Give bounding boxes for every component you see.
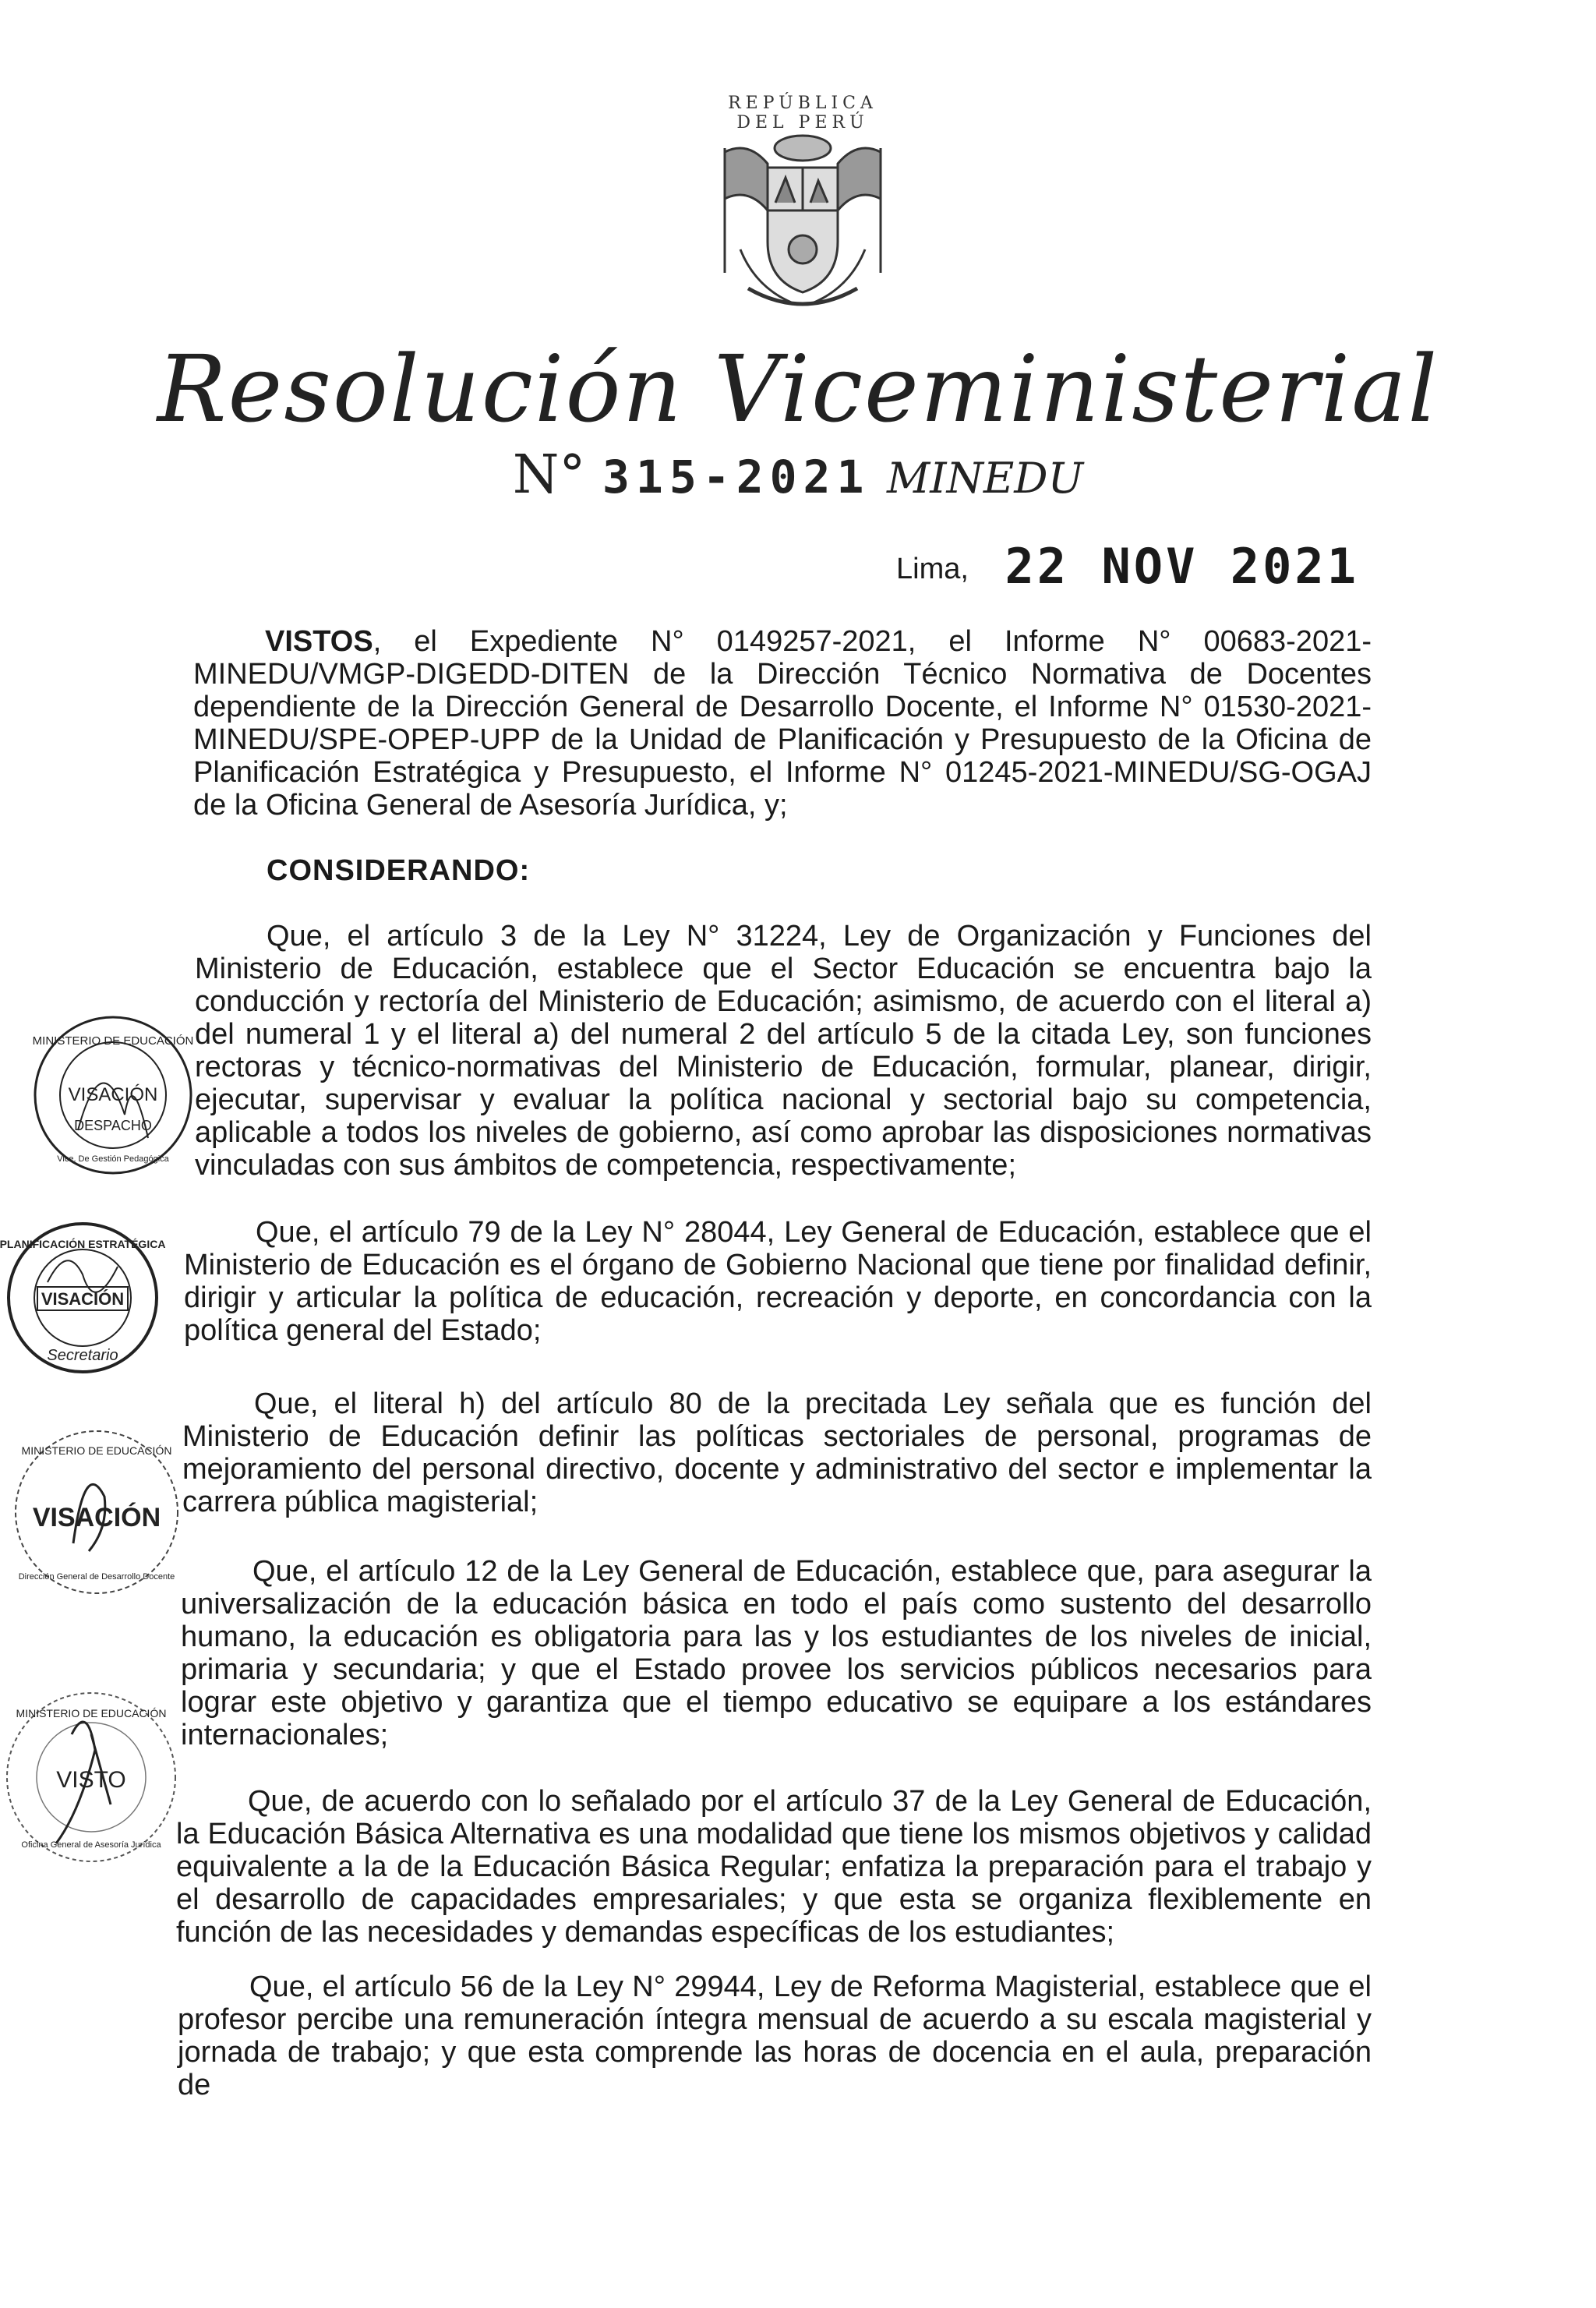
date-line (896, 538, 1379, 595)
coat-of-arms-icon (694, 94, 912, 327)
place-label: Lima, (896, 553, 969, 585)
paragraph-text: Que, el artículo 3 de la Ley N° 31224, Ley de Organización y Funciones del Ministerio de Educación, establece que el Sector Educación se encuentra bajo la conducción y rectoría del Ministerio de Educación; asimismo, de acuerdo con el literal a) del numeral 1 y el literal a) del numeral 2 del artículo 5 de la citada Ley, son funciones rectoras y técnico-normativas del Ministerio de Educación, formular, planear, dirigir, ejecutar, supervisar y evaluar la política nacional y sectorial bajo su competencia, aplicable a todos los niveles de gobierno, así como aprobar las disposiciones normativas vinculadas con sus ámbitos de competencia, respectivamente; (195, 920, 1372, 1182)
paragraph (195, 920, 1372, 1182)
paragraph-text: Que, de acuerdo con lo señalado por el artículo 37 de la Ley General de Educación, la Educación Básica Alternativa es una modalidad que tiene los mismos objetivos y calidad equivalente a la de la Educación Básica Regular; enfatiza la preparación para el trabajo y el desarrollo de capacidades empresariales; y que esta se organiza flexiblemente en función de las necesidades y demandas específicas de los estudiantes; (176, 1785, 1372, 1949)
considerando-heading: CONSIDERANDO: (267, 854, 531, 887)
stamp-outer-text: MINISTERIO DE EDUCACIÓN (16, 1707, 167, 1720)
stamp-center-text: VISTO (56, 1767, 126, 1793)
stamp-outer-text: PLANIFICACIÓN ESTRATÉGICA (0, 1238, 166, 1250)
paragraph-text: Que, el artículo 12 de la Ley General de Educación, establece que, para asegurar la universalización de la educación básica en todo el país como sustento del desarrollo humano, la educación es obligatoria para las y los estudiantes de los niveles de inicial, primaria y secundaria; y que el Estado provee los servicios públicos necesarios para lograr este objetivo y garantiza que el tiempo educativo se equipare a los estándares internacionales; (181, 1555, 1372, 1751)
stamp-center-text: VISACIÓN (32, 1503, 161, 1532)
vistos-label: VISTOS (265, 625, 373, 658)
stamp-rim-text: Vice. De Gestión Pedagógica (57, 1154, 169, 1164)
visacion-stamp (11, 1426, 182, 1598)
stamp-rim-text: Oficina General de Asesoría Jurídica (21, 1840, 161, 1850)
paragraph (178, 1970, 1372, 2101)
vistos-text: , el Expediente N° 0149257-2021, el Informe N° 00683-2021-MINEDU/VMGP-DIGEDD-DITEN de la Dirección Técnico Normativa de Docentes dependiente de la Dirección General de Desarrollo Docente, el Informe N° 01530-2021-MINEDU/SPE-OPEP-UPP de la Unidad de Planificación y Presupuesto de la Oficina de Planificación Estratégica y Presupuesto, el Informe N° 01245-2021-MINEDU/SG-OGAJ de la Oficina General de Asesoría Jurídica, y; (193, 625, 1372, 822)
crest-caption: REPÚBLICA DEL PERÚ (728, 94, 877, 133)
stamp-bottom-text: DESPACHO (74, 1118, 152, 1133)
visacion-stamp (31, 1013, 195, 1177)
stamp-outer-text: MINISTERIO DE EDUCACIÓN (21, 1444, 172, 1457)
number-handwritten: 315-2021 (602, 451, 870, 504)
paragraph (181, 1555, 1372, 1751)
document-title: Resolución Viceministerial (157, 335, 1439, 443)
paragraph-text: Que, el artículo 79 de la Ley N° 28044, Ley General de Educación, establece que el Ministerio de Educación es el órgano de Gobierno Nacional que tiene por finalidad definir, dirigir y articular la política de educación, recreación y deporte, en concordancia con la política general del Estado; (184, 1216, 1372, 1347)
stamp-bottom-text: Secretario (47, 1347, 118, 1364)
paragraph (184, 1216, 1372, 1347)
stamp-center-text: VISACIÓN (68, 1084, 158, 1105)
visto-stamp (2, 1688, 181, 1867)
paragraph-text: Que, el artículo 56 de la Ley N° 29944, Ley de Reforma Magisterial, establece que el profesor percibe una remuneración íntegra mensual de acuerdo a su escala magisterial y jornada de trabajo; y que esta comprende las horas de docencia en el aula, preparación de (178, 1970, 1372, 2101)
stamp-outer-text: MINISTERIO DE EDUCACIÓN (32, 1034, 194, 1048)
vistos-paragraph (193, 625, 1372, 822)
number-suffix: MINEDU (887, 454, 1084, 503)
stamp-center-text: VISACIÓN (41, 1289, 125, 1309)
visacion-stamp (0, 1220, 166, 1376)
number-prefix: N° (512, 444, 586, 506)
paragraph-text: Que, el literal h) del artículo 80 de la precitada Ley señala que es función del Ministerio de Educación definir las políticas sectoriales de personal, programas de mejoramiento del personal directivo, docente y administrativo del sector e implementar la carrera pública magisterial; (182, 1387, 1372, 1518)
paragraph (182, 1387, 1372, 1518)
date-stamp: 22 NOV 2021 (1005, 538, 1360, 595)
stamp-rim-text: Dirección General de Desarrollo Docente (18, 1572, 175, 1582)
paragraph (176, 1785, 1372, 1949)
resolution-number (0, 444, 1596, 506)
